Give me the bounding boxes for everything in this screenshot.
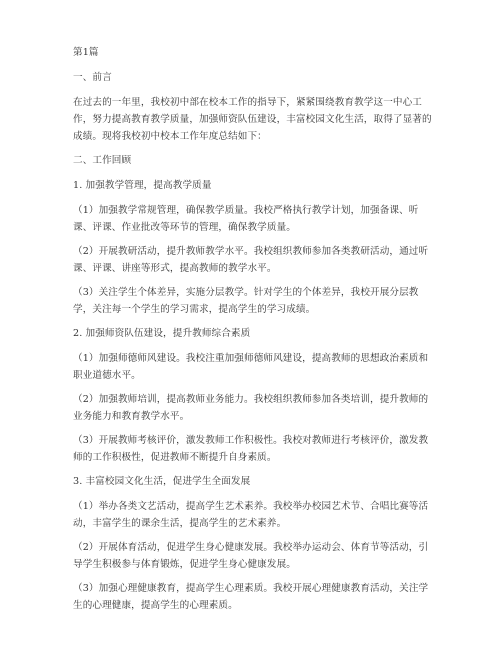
item2-title: 2. 加强师资队伍建设，提升教师综合素质: [73, 328, 251, 339]
item2-paragraph-1: （1）加强师德师风建设。我校注重加强师德师风建设，提高教师的思想政治素质和职业道德水平。: [73, 353, 429, 381]
section-review-title: 二、工作回顾: [73, 155, 132, 166]
item1-paragraph-2: （2）开展教研活动，提升教师教学水平。我校组织教师参加各类教研活动，通过听课、评课、讲座等形式，提高教师的教学水平。: [73, 246, 429, 274]
intro-paragraph: 在过去的一年里，我校初中部在校本工作的指导下，紧紧围绕教育教学这一中心工作，努力提高教育教学质量，加强师资队伍建设，丰富校园文化生活，取得了显著的成绩。现将我校初中校本工作年度总结如下：: [73, 97, 432, 142]
item3-paragraph-2: （2）开展体育活动，促进学生身心健康发展。我校举办运动会、体育节等活动，引导学生积极参与体育锻炼，促进学生身心健康发展。: [73, 542, 429, 570]
item1-paragraph-1: （1）加强教学常规管理，确保教学质量。我校严格执行教学计划，加强备课、听课、评课、作业批改等环节的管理，确保教学质量。: [73, 205, 419, 233]
part-title: 第1篇: [73, 47, 99, 58]
item1-paragraph-3: （3）关注学生个体差异，实施分层教学。针对学生的个体差异，我校开展分层教学，关注每一个学生的学习需求，提高学生的学习成绩。: [73, 287, 419, 315]
item3-paragraph-1: （1）举办各类文艺活动，提高学生艺术素养。我校举办校园艺术节、合唱比赛等活动，丰富学生的课余生活，提高学生的艺术素养。: [73, 501, 429, 529]
item1-title: 1. 加强教学管理，提高教学质量: [73, 180, 212, 191]
section-intro-title: 一、前言: [73, 72, 112, 83]
item3-title: 3. 丰富校园文化生活，促进学生全面发展: [73, 476, 251, 487]
item2-paragraph-2: （2）加强教师培训，提高教师业务能力。我校组织教师参加各类培训，提升教师的业务能力和教育教学水平。: [73, 394, 429, 422]
item2-paragraph-3: （3）开展教师考核评价，激发教师工作积极性。我校对教师进行考核评价，激发教师的工作积极性，促进教师不断提升自身素质。: [73, 435, 429, 463]
document-body: [73, 44, 433, 621]
item3-paragraph-3: （3）加强心理健康教育，提高学生心理素质。我校开展心理健康教育活动，关注学生的心理健康，提高学生的心理素质。: [73, 583, 429, 611]
